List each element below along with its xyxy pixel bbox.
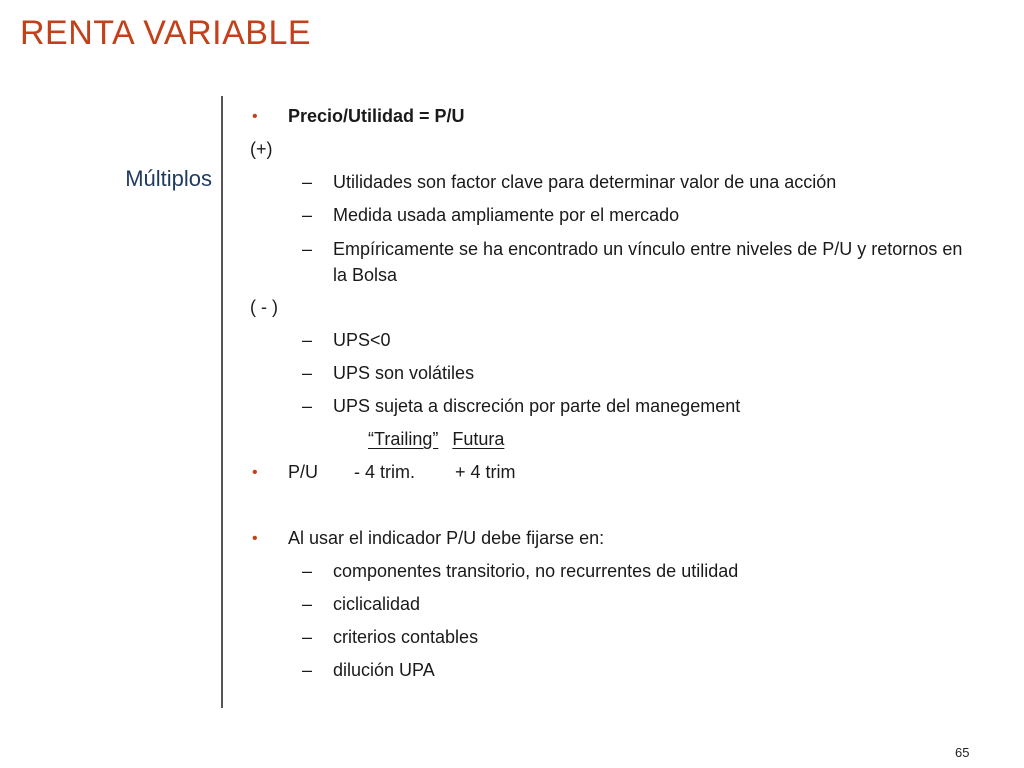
minus-item-2: UPS son volátiles [333,363,475,383]
bullet-icon: • [252,464,258,481]
list-item [250,555,980,588]
bullet-icon: • [252,108,258,125]
usage-heading: Al usar el indicador P/U debe fijarse en: [288,528,605,548]
dash-icon: – [302,627,313,647]
dash-icon: – [302,172,313,192]
bullet-pu-periods [250,456,980,489]
trailing-futura-row [250,423,980,456]
bullet-usage-heading [250,522,980,555]
usage-item-3: criterios contables [333,627,479,647]
usage-item-4: dilución UPA [333,660,435,680]
minus-4-trim: - 4 trim. [354,462,416,482]
pu-heading: Precio/Utilidad = P/U [288,106,465,126]
bullet-icon: • [252,530,258,547]
page-number: 65 [955,745,970,760]
dash-icon: – [302,205,313,225]
dash-icon: – [302,239,313,259]
list-item [250,390,980,423]
dash-icon: – [302,561,313,581]
list-item [250,199,980,232]
slide-content [250,100,980,687]
vertical-divider [221,96,223,708]
list-item [250,232,973,291]
list-item [250,324,980,357]
minus-item-3: UPS sujeta a discreción por parte del manegement [333,396,741,416]
dash-icon: – [302,396,313,416]
plus-4-trim: + 4 trim [455,462,516,482]
futura-label: Futura [452,429,505,449]
plus-item-1: Utilidades son factor clave para determinar valor de una acción [333,172,837,192]
minus-label: ( - ) [250,297,278,317]
list-item [250,588,980,621]
list-item [250,654,980,687]
minus-item-1: UPS<0 [333,330,391,350]
dash-icon: – [302,660,313,680]
dash-icon: – [302,594,313,614]
bullet-pu-heading [250,100,980,133]
plus-label: (+) [250,139,273,159]
dash-icon: – [302,330,313,350]
pu-short: P/U [288,462,319,482]
spacer [250,489,980,522]
dash-icon: – [302,363,313,383]
section-label: Múltiplos [125,166,212,191]
plus-item-2: Medida usada ampliamente por el mercado [333,205,680,225]
usage-item-2: ciclicalidad [333,594,421,614]
list-item [250,166,980,199]
list-item [250,357,980,390]
list-item [250,621,980,654]
usage-item-1: componentes transitorio, no recurrentes de utilidad [333,561,739,581]
trailing-label: “Trailing” [368,429,439,449]
slide-title: RENTA VARIABLE [20,14,312,52]
plus-item-3: Empíricamente se ha encontrado un vínculo entre niveles de P/U y retornos en la Bolsa [333,239,963,285]
